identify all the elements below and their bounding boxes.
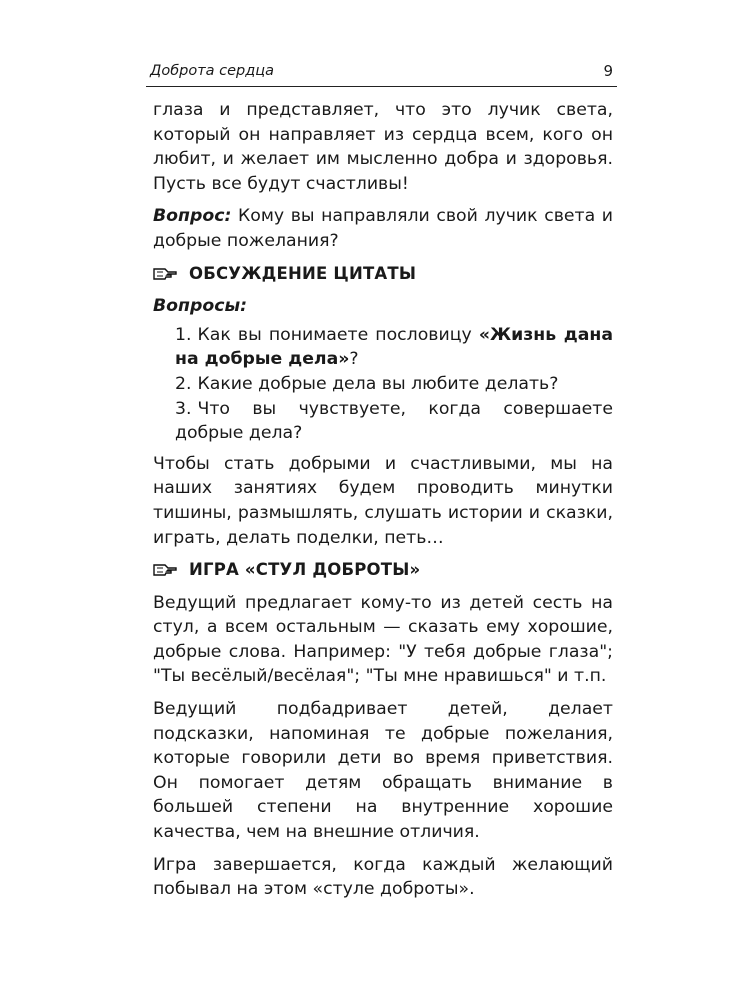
- section-title: ИГРА «СТУЛ ДОБРОТЫ»: [189, 560, 421, 580]
- section-heading-kindness-chair: [153, 558, 613, 583]
- question-list: [153, 323, 613, 446]
- list-item: [175, 372, 613, 397]
- list-number: 3.: [175, 398, 192, 419]
- running-header: [146, 62, 617, 87]
- list-text: Что вы чувствуете, когда совершаете добрые дела?: [175, 398, 613, 444]
- running-header-title: Доброта сердца: [150, 63, 275, 79]
- question-paragraph: [153, 204, 613, 253]
- paragraph-intro: глаза и представляет, что это лучик света, который он направляет из сердца всем, кого он любит, и желает им мысленно добра и здоровья. Пусть все будут счастливы!: [153, 100, 613, 194]
- section-heading-quote-discussion: [153, 262, 613, 287]
- question-text: Кому вы направляли свой лучик света и добрые пожелания?: [153, 206, 613, 251]
- list-item: [175, 323, 613, 372]
- list-number: 2.: [175, 373, 192, 394]
- paragraph-host-role: Ведущий подбадривает детей, делает подсказки, напоминая те добрые пожелания, которые говорили дети во время приветствия. Он помогает детям обращать внимание в большей степени на внутренние хорошие качества, чем на внешние отличия.: [153, 699, 613, 843]
- list-text: Как вы понимаете пословицу: [197, 324, 479, 345]
- page-number: 9: [603, 62, 613, 80]
- questions-label-paragraph: [153, 294, 613, 319]
- page-body: [153, 98, 613, 910]
- list-text-end: ?: [349, 349, 359, 370]
- section-title: ОБСУЖДЕНИЕ ЦИТАТЫ: [189, 263, 417, 283]
- paragraph-game-end: Игра завершается, когда каждый желающий побывал на этом «стуле доброты».: [153, 854, 613, 900]
- list-item: [175, 397, 613, 446]
- pointing-hand-icon: [153, 267, 177, 281]
- paragraph-game-rules: Ведущий предлагает кому-то из детей сесть на стул, а всем остальным — сказать ему хорошие, добрые слова. Например: "У тебя добрые глаза"; "Ты весёлый/весёлая"; "Ты мне нравишься" и т.п.: [153, 592, 613, 687]
- questions-label: Вопросы:: [153, 296, 248, 317]
- question-label: Вопрос:: [153, 206, 232, 227]
- paragraph-happiness: Чтобы стать добрыми и счастливыми, мы на наших занятиях будем проводить минутки тишины, размышлять, слушать истории и сказки, играть, делать поделки, петь…: [153, 453, 613, 548]
- list-text: Какие добрые дела вы любите делать?: [197, 373, 559, 394]
- pointing-hand-icon: [153, 563, 177, 577]
- proverb-bold: «Жизнь дана на добрые дела»: [175, 324, 613, 370]
- list-number: 1.: [175, 324, 192, 345]
